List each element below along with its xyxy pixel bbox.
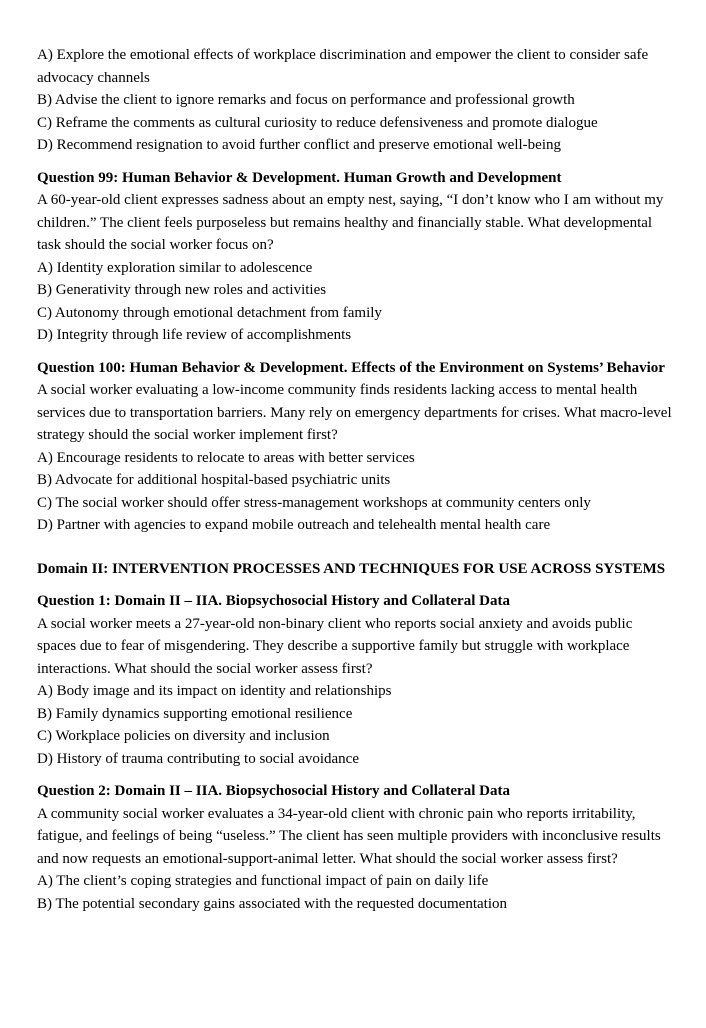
answer-option-d: D) Partner with agencies to expand mobile outreach and telehealth mental health care [37, 517, 551, 533]
question-body: A social worker meets a 27-year-old non-binary client who reports social anxiety and avoids public spaces due to fear of misgendering. They describe a supportive family but struggle with workplace interactions. What should the social worker assess first? [37, 615, 633, 677]
answer-option-b: B) Family dynamics supporting emotional resilience [37, 705, 353, 722]
question-2 [37, 780, 674, 915]
answer-option-a: A) Identity exploration similar to adolescence [37, 259, 313, 276]
question-body: A social worker evaluating a low-income community finds residents lacking access to mental health services due to transportation barriers. Many rely on emergency departments for crises. What macro-level strategy should the social worker implement first? [37, 382, 672, 443]
answer-option-b: B) The potential secondary gains associated with the requested documentation [37, 895, 508, 912]
answer-option-b: B) Advocate for additional hospital-based psychiatric units [37, 472, 391, 488]
domain-section-heading [37, 558, 674, 581]
answer-option-b: B) Advise the client to ignore remarks and focus on performance and professional growth [37, 92, 575, 108]
answer-option-c: C) Autonomy through emotional detachment from family [37, 304, 382, 321]
answer-option-d: D) Recommend resignation to avoid further conflict and preserve emotional well-being [37, 137, 561, 153]
answer-option-c: C) Workplace policies on diversity and inclusion [37, 728, 330, 744]
answer-option-d: D) History of trauma contributing to social avoidance [37, 750, 359, 767]
question-100 [37, 357, 674, 537]
question-title: Question 99: Human Behavior & Development. Human Growth and Development [37, 169, 562, 186]
answer-option-b: B) Generativity through new roles and activities [37, 282, 327, 298]
answer-option-a: A) Explore the emotional effects of workplace discrimination and empower the client to consider safe advocacy channels [37, 47, 649, 86]
answer-option-a: A) The client’s coping strategies and functional impact of pain on daily life [37, 873, 489, 889]
answer-option-a: A) Encourage residents to relocate to areas with better services [37, 449, 415, 466]
question-98-options [37, 44, 674, 157]
question-body: A 60-year-old client expresses sadness about an empty nest, saying, “I don’t know who I am without my children.” The client feels purposeless but remains healthy and financially stable. What developmental task should the social worker focus on? [37, 192, 664, 253]
question-title: Question 1: Domain II – IIA. Biopsychosocial History and Collateral Data [37, 593, 510, 609]
answer-option-c: C) The social worker should offer stress-management workshops at community centers only [37, 494, 591, 511]
question-1 [37, 590, 674, 770]
question-body: A community social worker evaluates a 34-year-old client with chronic pain who reports irritability, fatigue, and feelings of being “useless.” The client has seen multiple providers with inconclusive results and now requests an emotional-support-animal letter. What should the social worker assess first? [37, 805, 661, 867]
answer-option-a: A) Body image and its impact on identity and relationships [37, 683, 392, 699]
question-title: Question 2: Domain II – IIA. Biopsychosocial History and Collateral Data [37, 783, 510, 799]
answer-option-d: D) Integrity through life review of accomplishments [37, 327, 352, 343]
question-99 [37, 167, 674, 347]
section-heading-text: Domain II: INTERVENTION PROCESSES AND TECHNIQUES FOR USE ACROSS SYSTEMS [37, 560, 666, 577]
question-title: Question 100: Human Behavior & Development. Effects of the Environment on Systems’ Behavior [37, 359, 665, 376]
answer-option-c: C) Reframe the comments as cultural curiosity to reduce defensiveness and promote dialogue [37, 114, 598, 131]
